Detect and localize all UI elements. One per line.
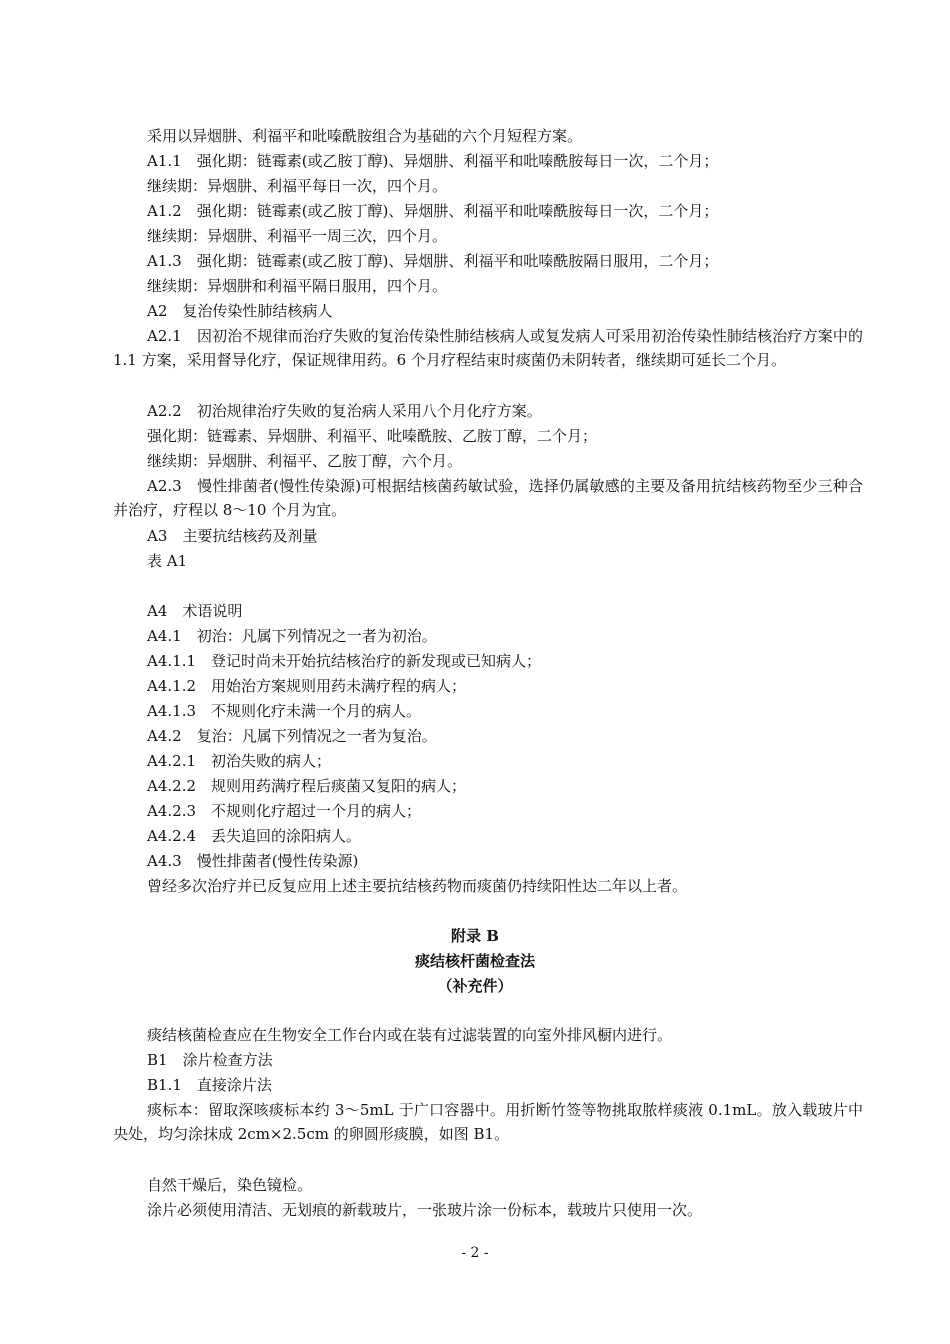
paragraph: 强化期：链霉素、异烟肼、利福平、吡嗪酰胺、乙胺丁醇，二个月；: [147, 427, 598, 445]
paragraph: 继续期：异烟肼、利福平一周三次，四个月。: [147, 227, 448, 245]
paragraph: 痰标本：留取深咳痰标本约 3～5mL 于广口容器中。用折断竹签等物挑取脓样痰液 0.1mL。放入载玻片中央处，均匀涂抹成 2cm×2.5cm 的卵圆形痰膜，如图 B1。: [113, 1101, 863, 1143]
paragraph: 涂片必须使用清洁、无划痕的新载玻片，一张玻片涂一份标本，载玻片只使用一次。: [147, 1201, 703, 1219]
section-heading: A3 主要抗结核药及剂量: [147, 527, 318, 545]
paragraph: 继续期：异烟肼和利福平隔日服用，四个月。: [147, 277, 448, 295]
paragraph: A1.1 强化期：链霉素(或乙胺丁醇)、异烟肼、利福平和吡嗪酰胺每日一次，二个月；: [147, 152, 719, 170]
paragraph: 继续期：异烟肼、利福平、乙胺丁醇，六个月。: [147, 452, 463, 470]
appendix-title: 痰结核杆菌检查法: [414, 952, 535, 970]
paragraph: A4.1 初治：凡属下列情况之一者为初治。: [147, 627, 437, 645]
paragraph: A1.2 强化期：链霉素(或乙胺丁醇)、异烟肼、利福平和吡嗪酰胺每日一次，二个月；: [147, 202, 719, 220]
paragraph: A2.2 初治规律治疗失败的复治病人采用八个月化疗方案。: [147, 402, 542, 420]
paragraph: 曾经多次治疗并已反复应用上述主要抗结核药物而痰菌仍持续阳性达二年以上者。: [147, 877, 688, 895]
paragraph: A4.1.2 用始治方案规则用药未满疗程的病人；: [147, 677, 467, 695]
paragraph: 自然干燥后，染色镜检。: [147, 1176, 313, 1194]
paragraph: A4.3 慢性排菌者(慢性传染源): [147, 852, 359, 870]
table-caption: 表 A1: [147, 552, 188, 570]
page-number: - 2 -: [461, 1245, 489, 1261]
paragraph: 痰结核菌检查应在生物安全工作台内或在装有过滤装置的向室外排风橱内进行。: [147, 1026, 673, 1044]
paragraph: A2.1 因初治不规律而治疗失败的复治传染性肺结核病人或复发病人可采用初治传染性肺结核治疗方案中的 1.1 方案，采用督导化疗，保证规律用药。6 个月疗程结束时痰菌仍未阴转者，继续期可延长二个月。: [113, 327, 863, 369]
paragraph: A4.1.3 不规则化疗未满一个月的病人。: [147, 702, 422, 720]
paragraph: A4.2.3 不规则化疗超过一个月的病人；: [147, 802, 422, 820]
section-heading: B1 涂片检查方法: [147, 1051, 273, 1069]
paragraph: A2.3 慢性排菌者(慢性传染源)可根据结核菌药敏试验，选择仍属敏感的主要及备用抗结核药物至少三种合并治疗，疗程以 8～10 个月为宜。: [113, 477, 863, 519]
appendix-label: 附录 B: [451, 927, 499, 945]
section-heading: A2 复治传染性肺结核病人: [147, 302, 333, 320]
paragraph: A4.1.1 登记时尚未开始抗结核治疗的新发现或已知病人；: [147, 652, 542, 670]
paragraph: 采用以异烟肼、利福平和吡嗪酰胺组合为基础的六个月短程方案。: [147, 127, 583, 145]
paragraph: A1.3 强化期：链霉素(或乙胺丁醇)、异烟肼、利福平和吡嗪酰胺隔日服用，二个月；: [147, 252, 719, 270]
paragraph: A4.2 复治：凡属下列情况之一者为复治。: [147, 727, 437, 745]
paragraph: A4.2.1 初治失败的病人；: [147, 752, 331, 770]
paragraph: A4.2.2 规则用药满疗程后痰菌又复阳的病人；: [147, 777, 467, 795]
paragraph: 继续期：异烟肼、利福平每日一次，四个月。: [147, 177, 448, 195]
appendix-note: （补充件）: [437, 977, 513, 995]
section-heading: A4 术语说明: [147, 602, 243, 620]
paragraph: A4.2.4 丢失追回的涂阳病人。: [147, 827, 362, 845]
section-heading: B1.1 直接涂片法: [147, 1076, 272, 1094]
